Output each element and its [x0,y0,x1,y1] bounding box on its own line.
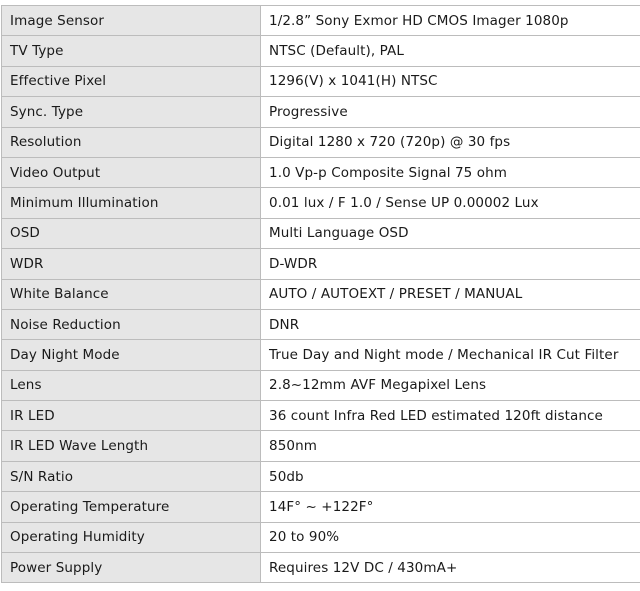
spec-value: 2.8~12mm AVF Megapixel Lens [261,370,640,400]
spec-label: Power Supply [2,553,261,583]
spec-value: 1296(V) x 1041(H) NTSC [261,66,640,96]
spec-value: 850nm [261,431,640,461]
table-row [2,492,640,522]
spec-value: 0.01 lux / F 1.0 / Sense UP 0.00002 Lux [261,188,640,218]
spec-label: WDR [2,249,261,279]
table-row [2,522,640,552]
spec-value: Progressive [261,97,640,127]
table-row [2,279,640,309]
spec-value: NTSC (Default), PAL [261,36,640,66]
table-row [2,553,640,583]
table-row [2,188,640,218]
spec-label: Resolution [2,127,261,157]
table-row [2,461,640,491]
spec-value: Digital 1280 x 720 (720p) @ 30 fps [261,127,640,157]
table-row [2,249,640,279]
spec-value: 20 to 90% [261,522,640,552]
spec-label: IR LED [2,401,261,431]
spec-label: OSD [2,218,261,248]
spec-label: Image Sensor [2,6,261,36]
spec-value: DNR [261,309,640,339]
spec-value: 1/2.8” Sony Exmor HD CMOS Imager 1080p [261,6,640,36]
spec-label: TV Type [2,36,261,66]
table-row [2,66,640,96]
spec-value: Requires 12V DC / 430mA+ [261,553,640,583]
spec-value: AUTO / AUTOEXT / PRESET / MANUAL [261,279,640,309]
spec-value: 14F° ~ +122F° [261,492,640,522]
table-row [2,431,640,461]
spec-label: Video Output [2,157,261,187]
spec-value: 50db [261,461,640,491]
spec-label: Sync. Type [2,97,261,127]
table-row [2,218,640,248]
spec-label: Lens [2,370,261,400]
spec-value: 36 count Infra Red LED estimated 120ft distance [261,401,640,431]
spec-label: White Balance [2,279,261,309]
spec-value: D-WDR [261,249,640,279]
table-row [2,309,640,339]
table-row [2,6,640,36]
table-row [2,370,640,400]
spec-label: S/N Ratio [2,461,261,491]
spec-label: Noise Reduction [2,309,261,339]
table-row [2,340,640,370]
table-row [2,401,640,431]
table-row [2,97,640,127]
spec-value: True Day and Night mode / Mechanical IR Cut Filter [261,340,640,370]
spec-table [1,5,640,583]
spec-label: Effective Pixel [2,66,261,96]
table-row [2,127,640,157]
spec-label: Minimum Illumination [2,188,261,218]
spec-label: Operating Temperature [2,492,261,522]
spec-value: 1.0 Vp-p Composite Signal 75 ohm [261,157,640,187]
table-row [2,157,640,187]
table-row [2,36,640,66]
spec-value: Multi Language OSD [261,218,640,248]
spec-label: IR LED Wave Length [2,431,261,461]
spec-label: Day Night Mode [2,340,261,370]
spec-label: Operating Humidity [2,522,261,552]
